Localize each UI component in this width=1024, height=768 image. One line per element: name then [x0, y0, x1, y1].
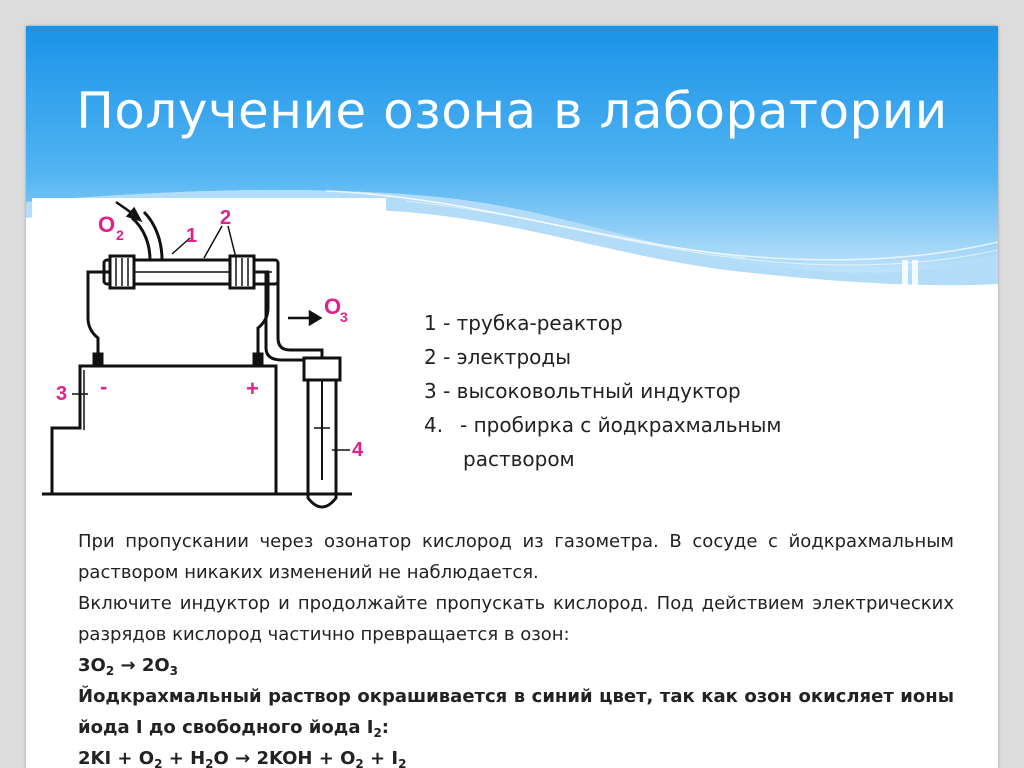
equation-iodide: $2KI + O_2 + H_2O \to 2KOH + O_2 + I_2$	[78, 748, 407, 768]
label-o3-sub: 3	[340, 309, 348, 325]
paragraph-2: Включите индуктор и продолжайте пропускать кислород. Под действием электрических разрядов кислород частично превращается в озон:	[78, 593, 954, 645]
label-4: 4	[352, 439, 364, 461]
label-1: 1	[186, 225, 198, 247]
label-3: 3	[56, 383, 68, 405]
label-o3: O	[324, 294, 342, 319]
legend-item-4-number: 4.	[424, 413, 444, 437]
legend-item-4-continuation: раствором	[463, 447, 575, 471]
ozonizer-diagram	[32, 198, 386, 514]
label-2: 2	[220, 207, 232, 229]
paragraph-3: Йодкрахмальный раствор окрашивается в синий цвет, так как озон окисляет ионы йода I до свободного йода $I_2$:	[78, 686, 954, 740]
slide-title: Получение озона в лаборатории	[76, 82, 948, 140]
label-o2: O	[98, 212, 116, 237]
label-plus: +	[246, 376, 259, 401]
slide	[26, 26, 998, 768]
paragraph-1: При пропускании через озонатор кислород из газометра. В сосуде с йодкрахмальным раствором никаких изменений не наблюдается.	[78, 531, 954, 583]
legend-item-4-text: - пробирка с йодкрахмальным	[460, 413, 782, 437]
legend-item-4	[424, 408, 781, 442]
pause-icon	[902, 260, 918, 292]
label-o2-sub: 2	[116, 227, 124, 243]
equation-ozone: $3O_2 \to 2O_3$	[78, 655, 179, 678]
legend-item-3: 3 - высоковольтный индуктор	[424, 379, 741, 403]
label-minus: -	[100, 374, 108, 399]
diagram-legend	[424, 306, 781, 476]
body-text	[78, 526, 954, 768]
legend-item-2: 2 - электроды	[424, 345, 572, 369]
legend-item-1: 1 - трубка-реактор	[424, 311, 623, 335]
